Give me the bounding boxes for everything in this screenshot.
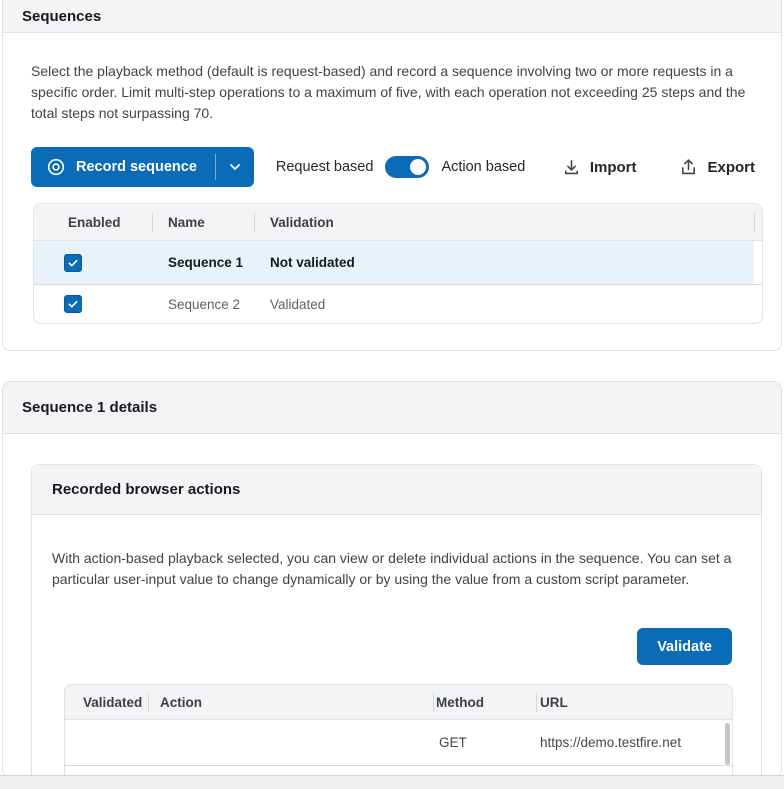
column-divider [152,213,153,232]
recorded-actions-card-header [32,465,761,515]
recorded-actions-card [31,464,762,777]
toggle-knob [410,159,426,175]
sequences-table-header [34,204,762,241]
sequences-panel-header [3,0,781,33]
record-sequence-label: Record sequence [76,159,197,175]
recorded-actions-description: With action-based playback selected, you can view or delete individual actions in the sequence. You can set a particular user-input value to change dynamically or by using the value from a custom script parameter. [52,550,732,587]
table-row-sequence-2[interactable] [34,285,762,323]
sequence-name: Sequence 2 [168,296,241,312]
sequences-description: Select the playback method (default is request-based) and record a sequence involving two or more requests in a specific order. Limit multi-step operations to a maximum of five, with each operation not exceeding 25 steps and the total steps not surpassing 70. [31,63,746,121]
sequence-name: Sequence 1 [168,255,244,270]
recorded-actions-title: Recorded browser actions [52,481,241,498]
column-divider [254,213,255,232]
column-header-url: URL [540,694,568,710]
export-button[interactable] [678,157,755,178]
record-sequence-button[interactable] [31,147,215,187]
sequences-toolbar [31,147,755,187]
chevron-down-icon [228,160,242,174]
column-header-validated: Validated [83,694,143,710]
enabled-checkbox[interactable] [64,295,82,313]
record-sequence-dropdown-button[interactable] [216,147,254,187]
playback-mode-toggle[interactable] [385,156,429,178]
column-divider [148,693,149,712]
upload-icon [678,157,699,178]
validation-status: Validated [270,296,326,312]
column-header-method: Method [436,694,484,710]
request-based-label: Request based [275,159,374,175]
export-label: Export [707,158,755,176]
import-label: Import [589,158,637,176]
sequence-details-header [3,382,781,434]
validate-button[interactable]: Validate [637,628,732,665]
actions-table-header [65,685,732,720]
download-icon [561,157,582,178]
next-section-edge [0,775,784,789]
enabled-checkbox[interactable] [64,254,82,272]
action-url: https://demo.testfire.net [540,735,682,750]
sequence-details-title: Sequence 1 details [22,399,158,416]
page-title: Sequences [22,8,102,25]
column-header-action: Action [160,694,202,710]
validation-status: Not validated [270,255,355,270]
column-header-name: Name [168,214,205,230]
record-icon [46,157,66,177]
sequences-table [33,203,763,324]
action-method: GET [439,735,467,750]
column-header-validation: Validation [270,214,334,230]
actions-table [64,684,733,777]
playback-mode-toggle-group [276,156,525,178]
sequences-panel [2,0,782,351]
action-row[interactable] [65,720,732,766]
column-divider [433,693,434,712]
table-scrollbar[interactable] [725,723,730,765]
column-header-enabled: Enabled [68,214,121,230]
import-button[interactable] [561,157,637,178]
table-row-sequence-1[interactable] [34,241,762,285]
sequence-details-panel [2,381,782,777]
action-based-label: Action based [441,159,526,175]
record-sequence-split-button [31,147,254,187]
column-divider [536,693,537,712]
column-divider [754,213,755,232]
